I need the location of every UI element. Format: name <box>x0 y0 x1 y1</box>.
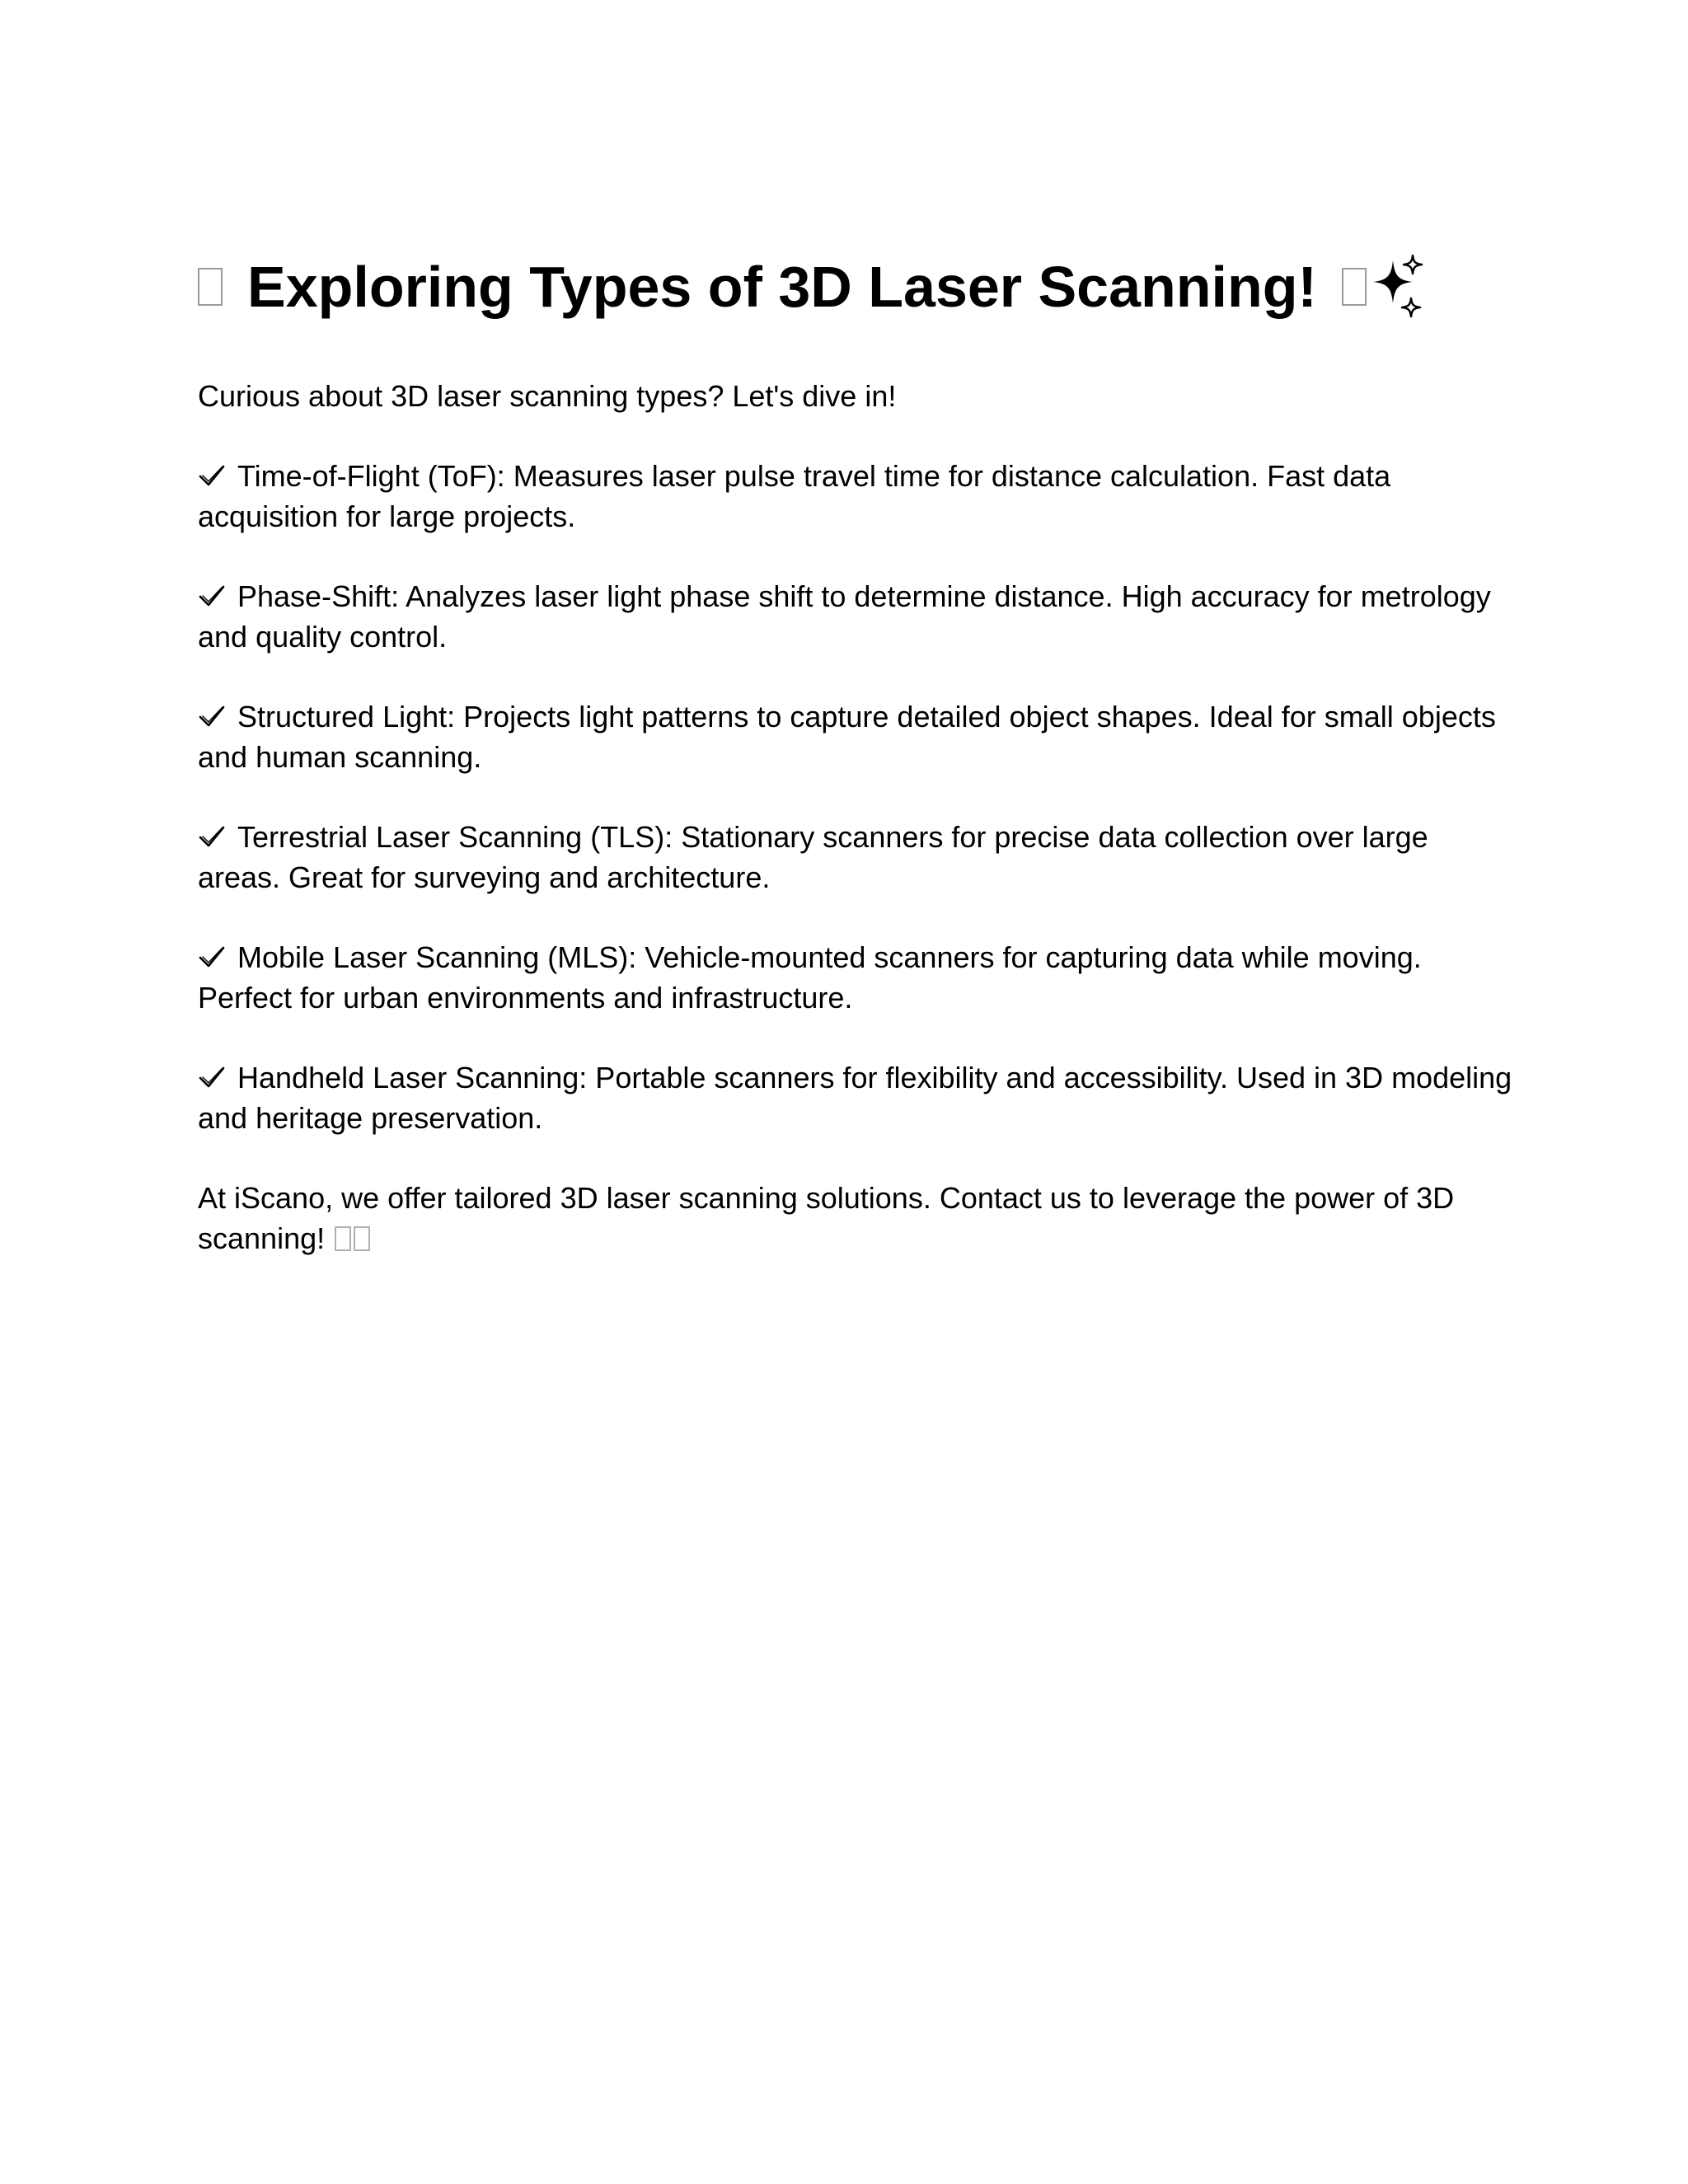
check-mark-icon <box>198 1065 226 1090</box>
check-mark-icon <box>198 583 226 608</box>
list-item-text: Phase-Shift: Analyzes laser light phase shift to determine distance. High accuracy for metrology and quality control. <box>198 579 1491 654</box>
list-item <box>198 937 1517 1018</box>
list-item <box>198 576 1517 657</box>
intro-paragraph: Curious about 3D laser scanning types? Let's dive in! <box>198 379 897 413</box>
list-item <box>198 817 1517 898</box>
missing-glyph-icon <box>1342 268 1367 306</box>
list-item-text: Structured Light: Projects light patterns to capture detailed object shapes. Ideal for small objects and human scanning. <box>198 700 1496 774</box>
list-item <box>198 456 1517 537</box>
missing-glyph-icon <box>198 268 223 306</box>
check-mark-icon <box>198 463 226 488</box>
closing-paragraph-text: At iScano, we offer tailored 3D laser scanning solutions. Contact us to leverage the power of 3D scanning! <box>198 1181 1455 1255</box>
missing-glyph-icon <box>354 1226 370 1251</box>
document-content <box>198 247 1517 1258</box>
check-mark-icon <box>198 824 226 849</box>
list-item <box>198 696 1517 777</box>
missing-glyph-icon <box>335 1226 351 1251</box>
check-mark-icon <box>198 704 226 729</box>
page-title-text: Exploring Types of 3D Laser Scanning! <box>247 255 1317 319</box>
list-item <box>198 1057 1517 1138</box>
check-mark-icon <box>198 944 226 969</box>
list-item-text: Time-of-Flight (ToF): Measures laser pulse travel time for distance calculation. Fast data acquisition for large projects. <box>198 459 1391 533</box>
list-item-text: Handheld Laser Scanning: Portable scanners for flexibility and accessibility. Used in 3D modeling and heritage preservation. <box>198 1061 1512 1135</box>
sparkles-icon <box>1370 254 1424 320</box>
page-title <box>198 247 1517 326</box>
list-item-text: Terrestrial Laser Scanning (TLS): Stationary scanners for precise data collection over large areas. Great for surveying and architecture. <box>198 820 1428 894</box>
closing-paragraph <box>198 1178 1517 1258</box>
list-item-text: Mobile Laser Scanning (MLS): Vehicle-mounted scanners for capturing data while moving. Perfect for urban environments and infrastructure. <box>198 940 1422 1015</box>
